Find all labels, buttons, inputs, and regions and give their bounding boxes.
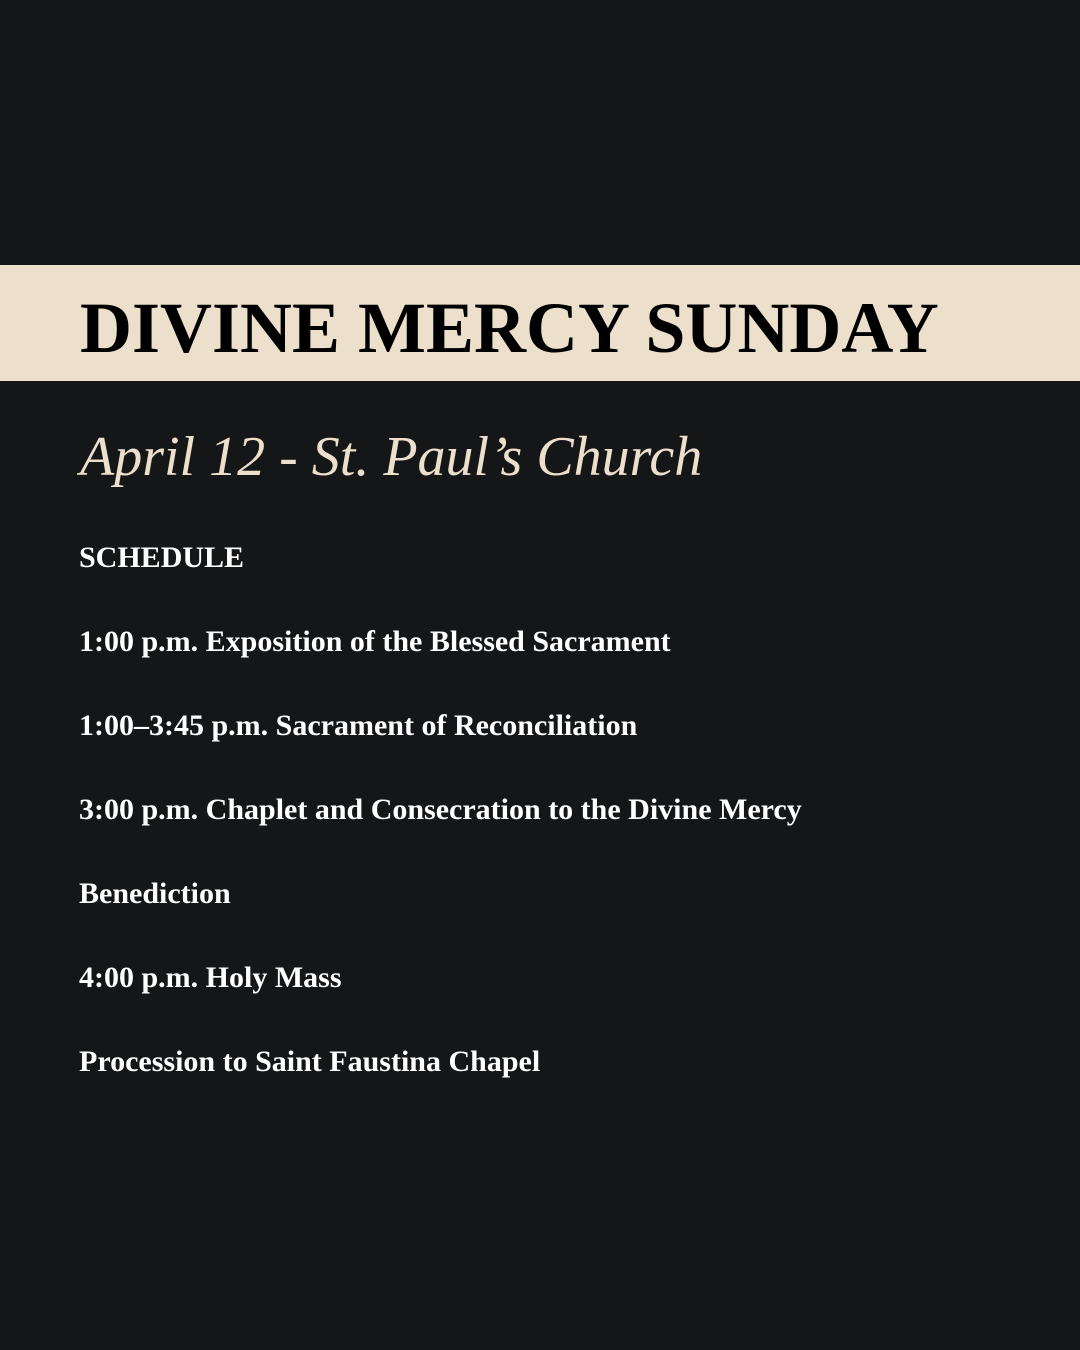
schedule-item: 1:00 p.m. Exposition of the Blessed Sacrament bbox=[79, 625, 671, 658]
schedule-item: 4:00 p.m. Holy Mass bbox=[79, 961, 342, 994]
schedule-item: 3:00 p.m. Chaplet and Consecration to the Divine Mercy bbox=[79, 793, 802, 826]
schedule-item: Benediction bbox=[79, 877, 231, 910]
page-title: DIVINE MERCY SUNDAY bbox=[80, 288, 939, 368]
schedule-heading: SCHEDULE bbox=[79, 541, 245, 574]
event-date-location: April 12 - St. Paul’s Church bbox=[80, 426, 703, 488]
schedule-item: 1:00–3:45 p.m. Sacrament of Reconciliation bbox=[79, 709, 638, 742]
schedule-item: Procession to Saint Faustina Chapel bbox=[79, 1045, 541, 1078]
schedule-list bbox=[79, 624, 802, 1128]
